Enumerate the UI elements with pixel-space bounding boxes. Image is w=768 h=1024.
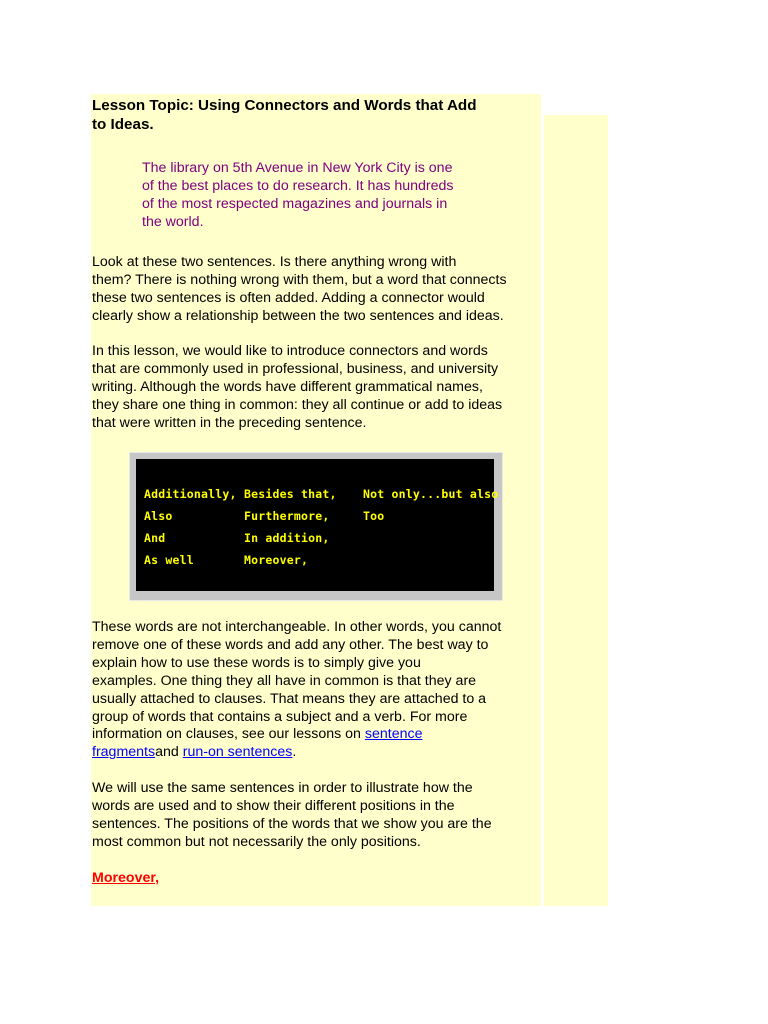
paragraph-line: that were written in the preceding sentence. [92,414,367,431]
paragraph-line: These words are not interchangeable. In other words, you cannot [92,619,502,635]
lesson-title-line: to Ideas. [92,116,154,133]
run-on-sentences-link[interactable]: run-on sentences [182,744,293,761]
side-panel [544,115,608,906]
paragraph-line [92,744,540,762]
connector-word: Additionally, [144,487,237,501]
sentence-fragments-link[interactable]: sentence [364,726,423,743]
example-quote-line: of the most respected magazines and journals in [142,196,448,212]
paragraph-line: that are commonly used in professional, business, and university [92,360,499,377]
paragraph-line: these two sentences is often added. Adding a connector would [92,289,485,306]
connector-table [129,452,503,601]
paragraph-positions [92,780,540,852]
paragraph-line: usually attached to clauses. That means they are attached to a [92,690,487,707]
paragraph-text: . [292,744,297,761]
paragraph-explanation [92,619,540,762]
connector-table-body [136,459,499,591]
example-quote-line: The library on 5th Avenue in New York City is one [142,160,453,176]
connector-word: As well [144,553,194,567]
connector-word: Besides that, [244,487,337,501]
lesson-title [92,96,537,134]
connector-word: Not only...but also [363,487,499,501]
example-quote [142,159,492,231]
connector-word: Also [144,509,173,523]
paragraph-line: words are used and to show their different positions in the [92,797,455,814]
connector-word: Furthermore, [244,509,330,523]
paragraph-line: writing. Although the words have different grammatical names, [92,378,483,395]
connector-word: And [144,531,166,545]
paragraph-line: Look at these two sentences. Is there anything wrong with [92,254,457,270]
connector-word: In addition, [244,531,330,545]
connector-word: Moreover, [244,553,309,567]
paragraph-line: them? There is nothing wrong with them, but a word that connects [92,271,507,288]
paragraph-line: explain how to use these words is to simply give you [92,654,421,671]
section-heading-moreover: Moreover, [92,870,160,886]
example-quote-line: of the best places to do research. It has hundreds [142,178,454,194]
paragraph-line: most common but not necessarily the only positions. [92,833,421,850]
paragraph-line: We will use the same sentences in order to illustrate how the [92,780,473,796]
paragraph-text: and [155,744,183,761]
paragraph-line: remove one of these words and add any other. The best way to [92,636,489,653]
lesson-title-line: Lesson Topic: Using Connectors and Words that Add [92,97,477,114]
paragraph-intro [92,254,540,326]
paragraph-line: sentences. The positions of the words that we show you are the [92,815,492,832]
paragraph-line: group of words that contains a subject and a verb. For more [92,708,468,725]
paragraph-lesson [92,343,540,433]
sentence-fragments-link[interactable]: fragments [92,744,156,761]
example-quote-line: the world. [142,214,204,230]
paragraph-line: examples. One thing they all have in common is that they are [92,672,477,689]
paragraph-line: In this lesson, we would like to introduce connectors and words [92,343,488,359]
paragraph-line: clearly show a relationship between the two sentences and ideas. [92,307,504,324]
paragraph-line: they share one thing in common: they all continue or add to ideas [92,396,503,413]
connector-word: Too [363,509,385,523]
paragraph-line [92,726,540,744]
paragraph-text: information on clauses, see our lessons on [92,726,365,743]
